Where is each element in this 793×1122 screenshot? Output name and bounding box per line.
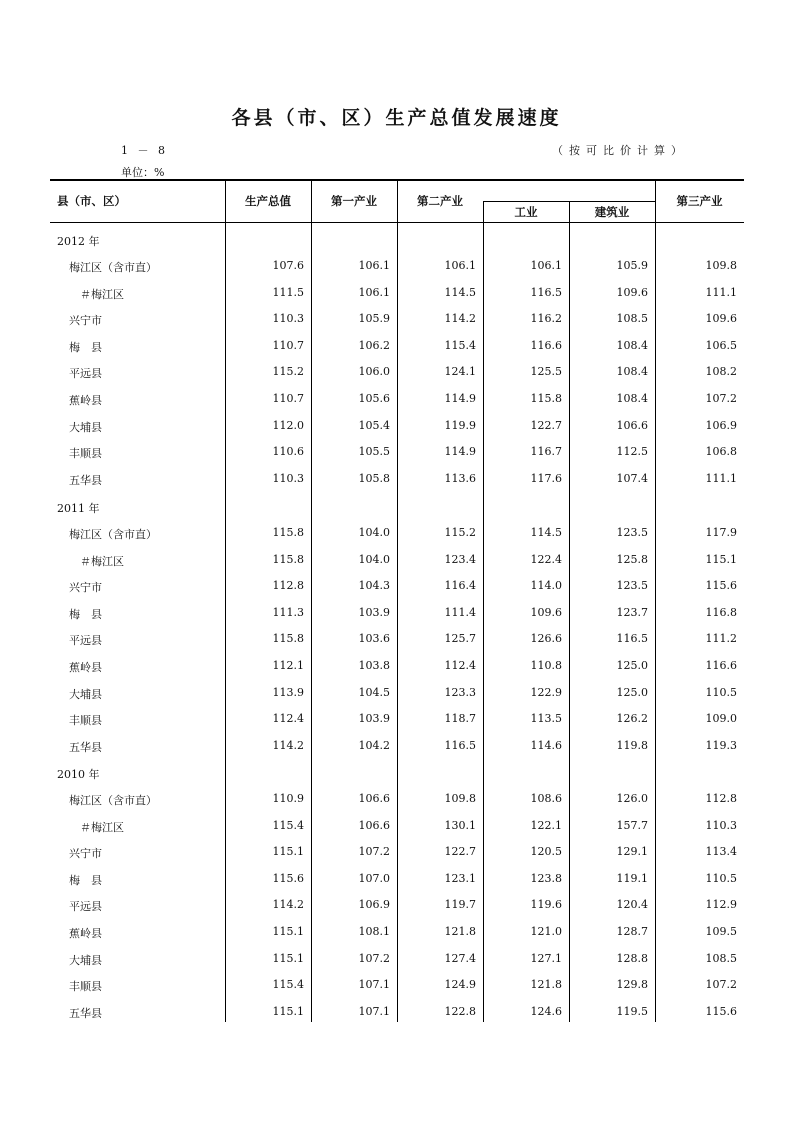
value-cell: 107.0 [358, 871, 390, 885]
value-cell: 128.7 [616, 925, 648, 938]
value-cell: 125.0 [616, 659, 648, 672]
value-cell: 105.4 [358, 418, 390, 432]
value-cell: 106.9 [705, 418, 737, 432]
value-cell: 123.5 [616, 526, 648, 539]
value-cell: 123.7 [616, 605, 648, 619]
value-cell: 114.5 [444, 285, 476, 299]
value-cell: 106.0 [358, 365, 390, 379]
value-cell: 122.7 [530, 418, 562, 432]
value-cell: 110.3 [705, 818, 737, 832]
value-cell: 122.1 [530, 818, 562, 832]
row-name: ＃梅江区 [80, 554, 124, 568]
value-cell: 157.7 [616, 818, 648, 832]
header-gdp: 生产总值 [245, 194, 291, 208]
value-cell: 125.0 [616, 685, 648, 699]
value-cell: 109.6 [705, 312, 737, 326]
value-cell: 126.6 [530, 632, 562, 646]
value-cell: 105.6 [358, 392, 390, 405]
value-cell: 104.0 [358, 552, 390, 566]
value-cell: 116.6 [705, 659, 737, 672]
value-cell: 114.9 [444, 445, 476, 459]
value-cell: 109.6 [616, 285, 648, 299]
value-cell: 115.2 [444, 526, 476, 539]
value-cell: 129.1 [616, 845, 648, 859]
value-cell: 105.5 [358, 445, 390, 459]
value-cell: 113.9 [272, 685, 304, 699]
row-name: 大埔县 [69, 953, 102, 967]
value-cell: 106.1 [444, 259, 476, 272]
value-cell: 119.9 [444, 418, 476, 432]
value-cell: 113.5 [530, 712, 562, 726]
value-cell: 115.8 [272, 552, 304, 566]
row-name: 五华县 [69, 473, 102, 487]
value-cell: 103.9 [358, 712, 390, 726]
value-cell: 119.7 [444, 898, 476, 912]
value-cell: 107.2 [705, 392, 737, 405]
value-cell: 115.6 [705, 579, 737, 593]
value-cell: 112.1 [272, 659, 304, 672]
value-cell: 112.4 [444, 659, 476, 672]
value-cell: 116.2 [530, 312, 562, 326]
value-cell: 121.8 [530, 978, 562, 992]
value-cell: 105.8 [358, 471, 390, 485]
row-name: 五华县 [69, 1006, 102, 1020]
value-cell: 106.6 [358, 818, 390, 832]
value-cell: 109.8 [705, 259, 737, 272]
value-cell: 112.5 [616, 445, 648, 459]
value-cell: 106.5 [705, 338, 737, 352]
year-label: 2012 年 [57, 235, 100, 248]
row-name: ＃梅江区 [80, 287, 124, 301]
value-cell: 129.8 [616, 978, 648, 992]
value-cell: 116.6 [530, 338, 562, 352]
value-cell: 119.5 [616, 1004, 648, 1018]
value-cell: 118.7 [444, 712, 476, 726]
value-cell: 110.5 [705, 685, 737, 699]
value-cell: 114.9 [444, 392, 476, 405]
value-cell: 105.9 [616, 259, 648, 272]
row-name: 兴宁市 [69, 314, 102, 328]
value-cell: 127.4 [444, 951, 476, 965]
value-cell: 109.8 [444, 792, 476, 805]
value-cell: 107.2 [705, 978, 737, 992]
value-cell: 111.1 [705, 285, 737, 299]
value-cell: 125.7 [444, 632, 476, 646]
value-cell: 115.1 [272, 925, 304, 938]
value-cell: 110.7 [272, 338, 304, 352]
value-cell: 123.4 [444, 552, 476, 566]
value-cell: 116.5 [616, 632, 648, 646]
value-cell: 115.4 [272, 818, 304, 832]
value-cell: 115.2 [272, 365, 304, 379]
row-name: 丰顺县 [69, 980, 102, 994]
value-cell: 114.5 [530, 526, 562, 539]
value-cell: 122.7 [444, 845, 476, 859]
value-cell: 111.4 [444, 605, 476, 619]
value-cell: 115.1 [705, 552, 737, 566]
row-name: 蕉岭县 [69, 927, 102, 940]
row-name: 兴宁市 [69, 581, 102, 595]
value-cell: 122.4 [530, 552, 562, 566]
row-name: ＃梅江区 [80, 820, 124, 834]
value-cell: 125.5 [530, 365, 562, 379]
value-cell: 120.5 [530, 845, 562, 859]
value-cell: 123.1 [444, 871, 476, 885]
value-cell: 112.8 [705, 792, 737, 805]
value-cell: 123.3 [444, 685, 476, 699]
value-cell: 105.9 [358, 312, 390, 326]
value-cell: 115.8 [272, 526, 304, 539]
row-name: 大埔县 [69, 420, 102, 434]
value-cell: 123.5 [616, 579, 648, 593]
value-cell: 103.8 [358, 659, 390, 672]
row-name: 平远县 [69, 900, 102, 914]
value-cell: 112.4 [272, 712, 304, 726]
table-code: 1 － 8 [121, 144, 168, 157]
value-cell: 104.3 [358, 579, 390, 593]
value-cell: 116.5 [530, 285, 562, 299]
row-name: 大埔县 [69, 687, 102, 701]
value-cell: 122.9 [530, 685, 562, 699]
value-cell: 103.6 [358, 632, 390, 646]
value-cell: 124.6 [530, 1004, 562, 1018]
value-cell: 106.2 [358, 338, 390, 352]
value-cell: 121.0 [530, 925, 562, 938]
value-cell: 107.2 [358, 845, 390, 859]
row-name: 蕉岭县 [69, 661, 102, 674]
value-cell: 110.6 [272, 445, 304, 459]
value-cell: 108.4 [616, 338, 648, 352]
value-cell: 110.9 [272, 792, 304, 805]
value-cell: 119.6 [530, 898, 562, 912]
value-cell: 122.8 [444, 1004, 476, 1018]
value-cell: 115.1 [272, 845, 304, 859]
value-cell: 111.1 [705, 471, 737, 485]
row-name: 梅 县 [69, 607, 102, 621]
value-cell: 121.8 [444, 925, 476, 938]
row-name: 兴宁市 [69, 847, 102, 861]
row-name: 梅江区（含市直） [69, 794, 157, 807]
value-cell: 117.6 [530, 471, 562, 485]
value-cell: 108.5 [616, 312, 648, 326]
value-cell: 115.1 [272, 1004, 304, 1018]
value-cell: 107.1 [358, 978, 390, 992]
value-cell: 115.4 [444, 338, 476, 352]
value-cell: 104.0 [358, 526, 390, 539]
row-name: 丰顺县 [69, 447, 102, 461]
value-cell: 128.8 [616, 951, 648, 965]
value-cell: 114.2 [444, 312, 476, 326]
value-cell: 119.3 [705, 738, 737, 752]
value-cell: 115.6 [272, 871, 304, 885]
value-cell: 130.1 [444, 818, 476, 832]
value-cell: 108.6 [530, 792, 562, 805]
value-cell: 107.1 [358, 1004, 390, 1018]
row-name: 平远县 [69, 367, 102, 381]
value-cell: 109.5 [705, 925, 737, 938]
value-cell: 111.5 [272, 285, 304, 299]
value-cell: 126.0 [616, 792, 648, 805]
value-cell: 108.4 [616, 365, 648, 379]
value-cell: 109.0 [705, 712, 737, 726]
value-cell: 111.3 [272, 605, 304, 619]
value-cell: 116.5 [444, 738, 476, 752]
value-cell: 107.2 [358, 951, 390, 965]
value-cell: 115.8 [530, 392, 562, 405]
value-cell: 110.7 [272, 392, 304, 405]
value-cell: 108.4 [616, 392, 648, 405]
year-label: 2010 年 [57, 768, 100, 781]
unit-label: 单位：% [121, 166, 165, 179]
value-cell: 116.8 [705, 605, 737, 619]
value-cell: 104.5 [358, 685, 390, 699]
value-cell: 119.1 [616, 871, 648, 885]
value-cell: 115.6 [705, 1004, 737, 1018]
value-cell: 115.4 [272, 978, 304, 992]
value-cell: 107.6 [272, 259, 304, 272]
row-name: 梅江区（含市直） [69, 528, 157, 541]
value-cell: 113.4 [705, 845, 737, 859]
row-name: 蕉岭县 [69, 394, 102, 407]
row-name: 梅 县 [69, 873, 102, 887]
value-cell: 106.8 [705, 445, 737, 459]
value-cell: 108.5 [705, 951, 737, 965]
value-cell: 124.9 [444, 978, 476, 992]
value-cell: 110.3 [272, 312, 304, 326]
value-cell: 114.6 [530, 738, 562, 752]
value-cell: 123.8 [530, 871, 562, 885]
value-cell: 108.1 [358, 925, 390, 938]
calculation-note: （按可比价计算） [552, 144, 688, 157]
value-cell: 116.7 [530, 445, 562, 459]
value-cell: 106.9 [358, 898, 390, 912]
value-cell: 112.0 [272, 418, 304, 432]
value-cell: 107.4 [616, 471, 648, 485]
header-primary: 第一产业 [331, 194, 377, 208]
value-cell: 117.9 [705, 526, 737, 539]
value-cell: 109.6 [530, 605, 562, 619]
value-cell: 111.2 [705, 632, 737, 646]
value-cell: 106.1 [358, 285, 390, 299]
value-cell: 106.6 [358, 792, 390, 805]
value-cell: 112.8 [272, 579, 304, 593]
header-tertiary: 第三产业 [676, 194, 723, 208]
value-cell: 113.6 [444, 471, 476, 485]
value-cell: 120.4 [616, 898, 648, 912]
value-cell: 103.9 [358, 605, 390, 619]
value-cell: 127.1 [530, 951, 562, 965]
row-name: 平远县 [69, 634, 102, 648]
value-cell: 125.8 [616, 552, 648, 566]
year-label: 2011 年 [57, 502, 100, 515]
value-cell: 115.1 [272, 951, 304, 965]
value-cell: 110.3 [272, 471, 304, 485]
value-cell: 110.8 [530, 659, 562, 672]
value-cell: 112.9 [705, 898, 737, 912]
header-construction: 建筑业 [594, 205, 630, 219]
value-cell: 114.2 [272, 898, 304, 912]
value-cell: 108.2 [705, 365, 737, 379]
value-cell: 124.1 [444, 365, 476, 379]
row-name: 五华县 [69, 740, 102, 754]
header-region: 县（市、区） [57, 194, 126, 208]
header-secondary: 第二产业 [417, 194, 463, 208]
value-cell: 115.8 [272, 632, 304, 646]
value-cell: 116.4 [444, 579, 476, 593]
value-cell: 110.5 [705, 871, 737, 885]
value-cell: 106.1 [530, 259, 562, 272]
value-cell: 104.2 [358, 738, 390, 752]
row-name: 丰顺县 [69, 714, 102, 728]
value-cell: 106.1 [358, 259, 390, 272]
header-industry: 工业 [514, 205, 538, 219]
value-cell: 119.8 [616, 738, 648, 752]
value-cell: 106.6 [616, 418, 648, 432]
row-name: 梅 县 [69, 340, 102, 354]
value-cell: 126.2 [616, 712, 648, 726]
page-title: 各县（市、区）生产总值发展速度 [231, 107, 562, 129]
row-name: 梅江区（含市直） [69, 261, 157, 274]
value-cell: 114.0 [530, 579, 562, 593]
value-cell: 114.2 [272, 738, 304, 752]
